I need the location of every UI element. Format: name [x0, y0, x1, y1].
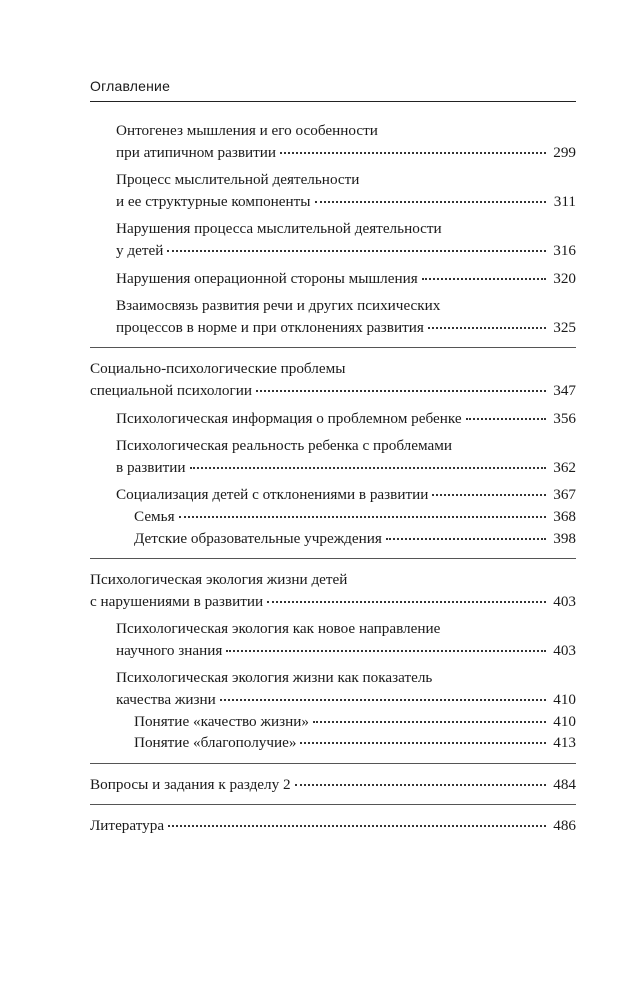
- dot-leader: [256, 390, 546, 392]
- toc-chapter[interactable]: [90, 358, 576, 401]
- toc-entry-title: Взаимосвязь развития речи и других психических: [116, 297, 441, 315]
- dot-leader: [220, 699, 546, 701]
- toc-entry-title: при атипичном развитии: [116, 143, 277, 161]
- dot-leader: [280, 152, 546, 154]
- page-number: 398: [553, 529, 576, 547]
- toc-entry[interactable]: [90, 667, 576, 710]
- toc-entry[interactable]: [90, 408, 576, 430]
- toc-entry-title: научного знания: [116, 641, 223, 659]
- toc-subentry-title: Понятие «благополучие»: [134, 734, 297, 752]
- toc-subentry-title: Понятие «качество жизни»: [134, 712, 309, 730]
- toc-subentry-title: Детские образовательные учреждения: [134, 529, 382, 547]
- dot-leader: [190, 467, 547, 469]
- dot-leader: [428, 327, 546, 329]
- toc-chapter-title: Психологическая экология жизни детей: [90, 571, 348, 589]
- toc-subentry[interactable]: [90, 711, 576, 733]
- toc-entry[interactable]: [90, 618, 576, 661]
- dot-leader: [432, 494, 546, 496]
- page-number: 316: [553, 241, 576, 259]
- toc-entry-title: Процесс мыслительной деятельности: [116, 171, 360, 189]
- page-number: 311: [553, 192, 576, 210]
- running-header: Оглавление: [90, 78, 171, 94]
- page-number: 320: [553, 269, 576, 287]
- page-number: 410: [553, 712, 576, 730]
- header-rule: [90, 101, 576, 102]
- toc-entry[interactable]: [90, 484, 576, 506]
- page-number: 403: [553, 592, 576, 610]
- toc-entry-title: у детей: [116, 241, 164, 259]
- page-number: 325: [553, 318, 576, 336]
- toc-entry-title: в развитии: [116, 458, 186, 476]
- page-number: 410: [553, 691, 576, 709]
- dot-leader: [168, 825, 546, 827]
- toc-chapter[interactable]: [90, 774, 576, 796]
- page-number: 486: [553, 817, 576, 835]
- page-number: 347: [553, 381, 576, 399]
- toc-entry-title: качества жизни: [116, 691, 216, 709]
- dot-leader: [267, 601, 546, 603]
- toc-entry[interactable]: [90, 120, 576, 163]
- toc-entry-title: Онтогенез мышления и его особенности: [116, 122, 378, 139]
- toc-entry[interactable]: [90, 268, 576, 290]
- toc-entry-title: Психологическая реальность ребенка с проблемами: [116, 437, 452, 455]
- toc-entry-title: Психологическая информация о проблемном ребенке: [116, 409, 462, 427]
- toc-entry-title: и ее структурные компоненты: [116, 192, 311, 210]
- toc-entry[interactable]: [90, 435, 576, 478]
- toc-entry-title: процессов в норме и при отклонениях развития: [116, 318, 424, 336]
- dot-leader: [300, 742, 546, 744]
- dot-leader: [315, 201, 546, 203]
- toc-chapter-title: специальной психологии: [90, 381, 252, 399]
- dot-leader: [226, 650, 546, 652]
- toc-entry-title: Нарушения операционной стороны мышления: [116, 269, 418, 287]
- toc-entry[interactable]: [90, 218, 576, 261]
- toc-chapter-title: Социально-психологические проблемы: [90, 360, 346, 378]
- toc-subentry[interactable]: [90, 506, 576, 528]
- toc-entry[interactable]: [90, 295, 576, 338]
- dot-leader: [466, 418, 546, 420]
- toc-subentry[interactable]: [90, 528, 576, 550]
- page-number: 299: [553, 143, 576, 161]
- dot-leader: [167, 250, 546, 252]
- toc-chapter[interactable]: [90, 569, 576, 612]
- toc-entry-title: Социализация детей с отклонениями в развитии: [116, 486, 429, 504]
- page-number: 362: [553, 458, 576, 476]
- toc-chapter-title: Вопросы и задания к разделу 2: [90, 775, 291, 793]
- dot-leader: [295, 784, 546, 786]
- section-divider: [90, 558, 576, 559]
- toc-subentry-title: Семья: [134, 507, 175, 525]
- dot-leader: [179, 516, 546, 518]
- toc-entry-title: Нарушения процесса мыслительной деятельности: [116, 220, 442, 238]
- page-number: 403: [553, 641, 576, 659]
- toc-entry-title: Психологическая экология жизни как показатель: [116, 669, 433, 687]
- toc-entry[interactable]: [90, 169, 576, 212]
- page-number: 356: [553, 409, 576, 427]
- page-number: 368: [553, 507, 576, 525]
- toc-entry-title: Психологическая экология как новое направление: [116, 620, 441, 638]
- page-number: 367: [553, 486, 576, 504]
- dot-leader: [422, 278, 546, 280]
- page-number: 413: [553, 734, 576, 752]
- toc-chapter-title: с нарушениями в развитии: [90, 592, 264, 610]
- dot-leader: [313, 721, 546, 723]
- toc-chapter-title: Литература: [90, 817, 165, 835]
- table-of-contents: [90, 120, 576, 843]
- dot-leader: [386, 538, 546, 540]
- section-divider: [90, 347, 576, 348]
- toc-chapter[interactable]: [90, 815, 576, 837]
- section-divider: [90, 763, 576, 764]
- section-divider: [90, 804, 576, 805]
- toc-subentry[interactable]: [90, 732, 576, 754]
- page-number: 484: [553, 775, 576, 793]
